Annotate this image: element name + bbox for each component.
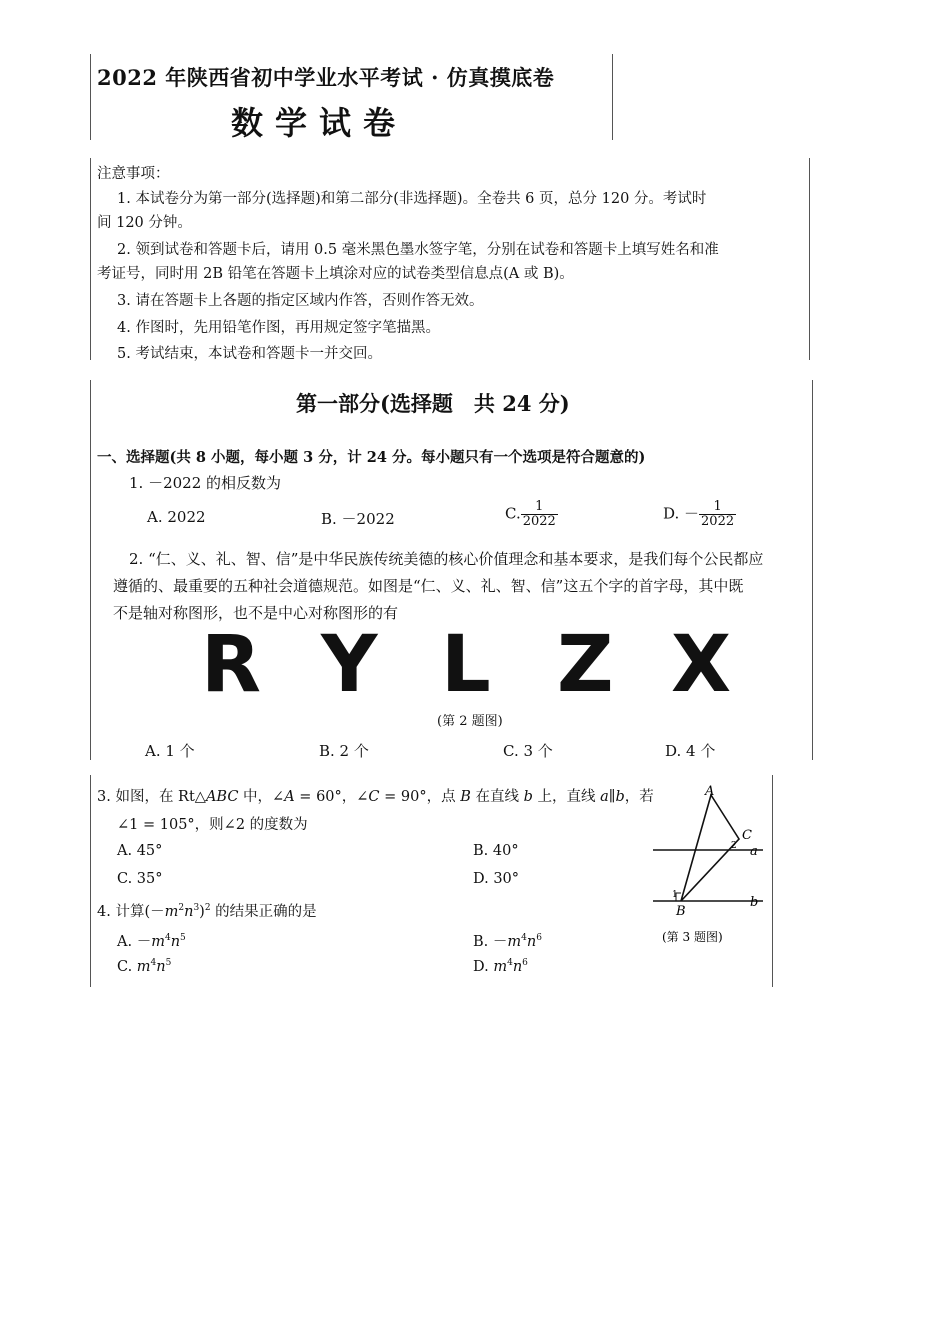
part-one-block bbox=[90, 380, 813, 760]
notice-block bbox=[90, 158, 810, 360]
q3-triangle-figure bbox=[646, 781, 772, 956]
letter-x: X bbox=[671, 620, 732, 710]
label-angle-2: 2 bbox=[731, 841, 737, 851]
q3-option-a: A. 45° bbox=[117, 843, 163, 859]
notice-line: 4. 作图时，先用铅笔作图，再用规定签字笔描黑。 bbox=[117, 320, 440, 336]
letter-y: Y bbox=[321, 620, 378, 710]
part-heading: 第一部分(选择题 共 24 分) bbox=[296, 391, 570, 416]
fraction: $\frac{1}{2022}$ bbox=[701, 499, 735, 529]
notice-heading: 注意事项： bbox=[97, 166, 170, 182]
q2-stem-line3: 不是轴对称图形，也不是中心对称图形的有 bbox=[113, 604, 399, 622]
q1-stem: 1. －2022 的相反数为 bbox=[129, 474, 282, 492]
q3-option-c: C. 35° bbox=[117, 871, 163, 887]
notice-line: 5. 考试结束，本试卷和答题卡一并交回。 bbox=[117, 346, 382, 362]
q1-option-a: A. 2022 bbox=[147, 508, 206, 526]
q4-stem: 4. 计算$(-m^2n^3)^2$ 的结果正确的是 bbox=[97, 903, 317, 920]
exam-title: 2022 年陕西省初中学业水平考试 · 仿真摸底卷 bbox=[97, 65, 555, 90]
notice-line: 考证号，同时用 2B 铅笔在答题卡上填涂对应的试卷类型信息点(A 或 B)。 bbox=[97, 266, 574, 282]
notice-line: 3. 请在答题卡上各题的指定区域内作答，否则作答无效。 bbox=[117, 293, 484, 309]
letter-r: R bbox=[201, 620, 262, 710]
exam-subject: 数学试卷 bbox=[231, 104, 408, 142]
notice-line: 1. 本试卷分为第一部分(选择题)和第二部分(非选择题)。全卷共 6 页，总分 120 分。考试时 bbox=[117, 191, 707, 207]
q3-option-b: B. 40° bbox=[473, 843, 519, 859]
label-b-vertex: B bbox=[676, 904, 686, 919]
letter-z: Z bbox=[557, 620, 614, 710]
notice-line: 2. 领到试卷和答题卡后，请用 0.5 毫米黑色墨水签字笔，分别在试卷和答题卡上填写姓名和准 bbox=[117, 242, 719, 258]
q2-option-a: A. 1 个 bbox=[145, 742, 195, 760]
label-angle-1: 1 bbox=[672, 890, 678, 900]
fraction: $\frac{1}{2022}$ bbox=[522, 499, 556, 529]
q1-option-d: D. － $\frac{1}{2022}$ bbox=[663, 499, 735, 529]
q2-option-b: B. 2 个 bbox=[319, 742, 369, 760]
label-c-vertex: C bbox=[742, 828, 752, 843]
q2-stem-line1: 2. “仁、义、礼、智、信”是中华民族传统美德的核心价值理念和基本要求，是我们每个公民都应 bbox=[129, 550, 764, 568]
q4-option-d: D. $m^4n^6$ bbox=[473, 958, 528, 975]
q4-option-a: A. $-m^4n^5$ bbox=[117, 933, 186, 950]
label-line-a: a bbox=[750, 844, 758, 859]
q2-stem-line2: 遵循的、最重要的五种社会道德规范。如图是“仁、义、礼、智、信”这五个字的首字母，其中既 bbox=[113, 577, 744, 595]
q4-option-c: C. $m^4n^5$ bbox=[117, 958, 172, 975]
notice-line: 间 120 分钟。 bbox=[97, 215, 192, 231]
q2-option-d: D. 4 个 bbox=[665, 742, 716, 760]
q1-option-c: C. $\frac{1}{2022}$ bbox=[505, 499, 556, 529]
q2-option-c: C. 3 个 bbox=[503, 742, 553, 760]
q3-stem-line2: ∠1 = 105°，则∠2 的度数为 bbox=[117, 817, 308, 833]
section-heading: 一、选择题(共 8 小题，每小题 3 分，计 24 分。每小题只有一个选项是符合题意的) bbox=[97, 449, 646, 466]
q3-figure-caption: (第 3 题图) bbox=[662, 930, 723, 944]
label-a-vertex: A bbox=[705, 784, 715, 799]
q4-option-b: B. $-m^4n^6$ bbox=[473, 933, 542, 950]
exam-title-block bbox=[90, 54, 613, 140]
q3-option-d: D. 30° bbox=[473, 871, 520, 887]
questions-3-4-block bbox=[90, 775, 773, 987]
q2-figure-caption: (第 2 题图) bbox=[437, 714, 503, 729]
q3-stem: 3. 如图，在 Rt△ABC 中，∠A = 60°，∠C = 90°，点 B 在直线 b 上，直线 a∥b，若 bbox=[97, 789, 654, 805]
q1-option-b: B. －2022 bbox=[321, 510, 395, 528]
label-line-b: b bbox=[750, 895, 759, 910]
letter-l: L bbox=[441, 620, 491, 710]
